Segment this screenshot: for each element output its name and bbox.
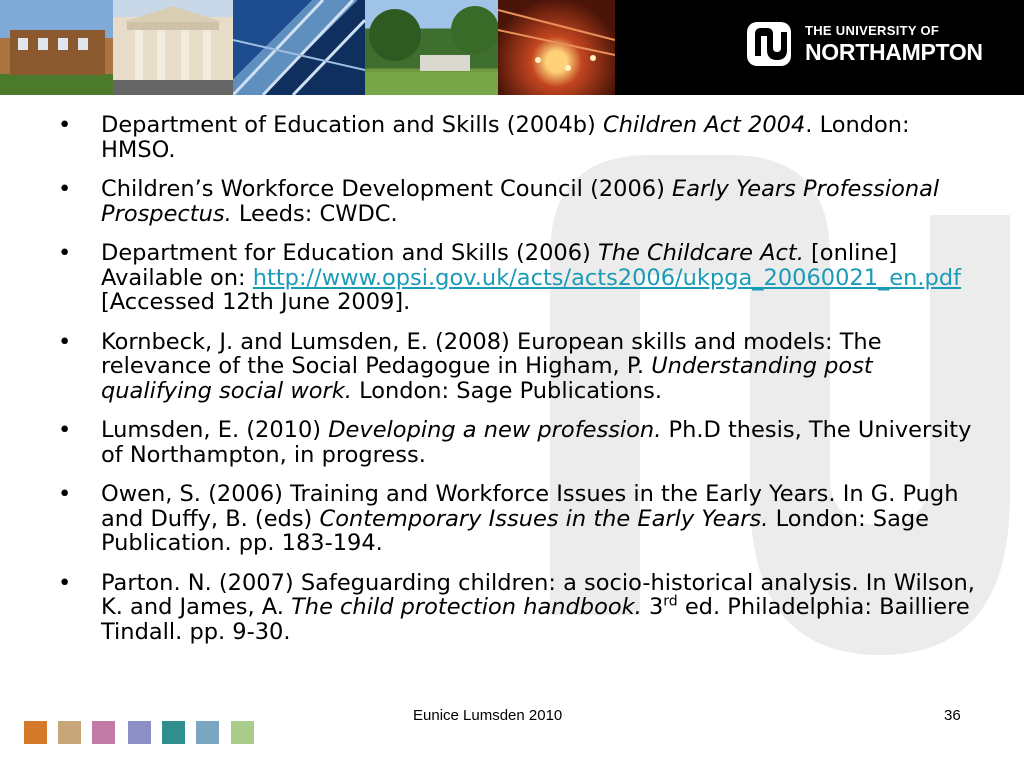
bullet-icon: • bbox=[58, 240, 72, 266]
color-swatch bbox=[231, 721, 254, 744]
building-illustration bbox=[0, 0, 113, 95]
bullet-icon: • bbox=[58, 417, 72, 443]
lit-ceiling-photo bbox=[498, 0, 615, 95]
reference-item bbox=[58, 418, 978, 467]
glass-facade-photo bbox=[233, 0, 365, 95]
reference-text: ed. Philadelphia: Bailliere Tindall. pp. 9-30. bbox=[101, 594, 970, 645]
reference-title: The Childcare Act. bbox=[597, 240, 804, 266]
lit-ceiling-illustration bbox=[498, 0, 615, 95]
university-name-line2: NORTHAMPTON bbox=[805, 39, 983, 65]
bullet-icon: • bbox=[58, 112, 72, 138]
reference-text: Lumsden, E. (2010) bbox=[101, 417, 329, 443]
reference-title: Contemporary Issues in the Early Years. bbox=[319, 505, 769, 532]
color-swatch bbox=[58, 721, 81, 744]
reference-text: Kornbeck, J. and Lumsden, E. (2008) European skills and models: The relevance of the Social Pedagogue in Higham, P. bbox=[101, 328, 882, 379]
bullet-icon: • bbox=[58, 176, 72, 202]
bullet-icon: • bbox=[58, 569, 72, 596]
university-crest-icon bbox=[745, 18, 797, 70]
color-swatch bbox=[128, 721, 151, 744]
reference-title: Early Years Professional Prospectus. bbox=[101, 176, 940, 227]
portico-photo bbox=[113, 0, 233, 95]
reference-title: Children Act 2004 bbox=[603, 112, 806, 138]
reference-text: London: Sage Publication. pp. 183-194. bbox=[101, 505, 929, 556]
university-name-line1: THE UNIVERSITY OF bbox=[805, 23, 940, 38]
reference-text: [online] Available on: bbox=[101, 240, 898, 291]
reference-text: . London: HMSO. bbox=[101, 112, 910, 163]
reference-title: Developing a new profession. bbox=[328, 417, 662, 443]
reference-item bbox=[58, 241, 978, 315]
ordinal-suffix: rd bbox=[663, 593, 678, 610]
reference-item bbox=[58, 113, 978, 162]
footer-author: Eunice Lumsden 2010 bbox=[413, 707, 563, 724]
color-swatch bbox=[162, 721, 185, 744]
reference-text: Department for Education and Skills (2006) bbox=[101, 240, 598, 266]
color-swatch bbox=[92, 721, 115, 744]
reference-text: 3 bbox=[641, 594, 664, 620]
reference-text: Ph.D thesis, The University of Northampton, in progress. bbox=[101, 417, 972, 468]
reference-text: Owen, S. (2006) Training and Workforce Issues in the Early Years. In G. Pugh and Duffy, B. (eds) bbox=[101, 481, 959, 532]
reference-title: Understanding post qualifying social work. bbox=[101, 353, 873, 404]
reference-list bbox=[58, 113, 978, 659]
color-swatch bbox=[196, 721, 219, 744]
reference-item bbox=[58, 330, 978, 404]
reference-text: Children’s Workforce Development Council (2006) bbox=[101, 176, 673, 202]
page-number: 36 bbox=[944, 707, 961, 724]
bullet-icon: • bbox=[58, 481, 72, 507]
reference-item bbox=[58, 571, 978, 645]
portico-illustration bbox=[113, 0, 233, 95]
campus-illustration bbox=[365, 0, 498, 95]
reference-item bbox=[58, 177, 978, 226]
reference-text: Leeds: CWDC. bbox=[231, 200, 398, 227]
reference-text: Department of Education and Skills (2004b) bbox=[101, 112, 603, 138]
reference-text: Parton. N. (2007) Safeguarding children: a socio-historical analysis. In Wilson, K. and James, A. bbox=[101, 569, 975, 620]
bullet-icon: • bbox=[58, 328, 72, 355]
reference-text: [Accessed 12th June 2009]. bbox=[101, 289, 411, 315]
reference-link[interactable]: http://www.opsi.gov.uk/acts/acts2006/ukpga_20060021_en.pdf bbox=[252, 264, 962, 291]
campus-photo bbox=[365, 0, 498, 95]
reference-title: The child protection handbook. bbox=[291, 594, 642, 620]
color-swatch bbox=[24, 721, 47, 744]
reference-text: London: Sage Publications. bbox=[351, 377, 662, 404]
header-banner bbox=[0, 0, 1024, 95]
building-photo bbox=[0, 0, 113, 95]
reference-item bbox=[58, 482, 978, 556]
glass-facade-illustration bbox=[233, 0, 365, 95]
university-logo bbox=[745, 18, 990, 76]
